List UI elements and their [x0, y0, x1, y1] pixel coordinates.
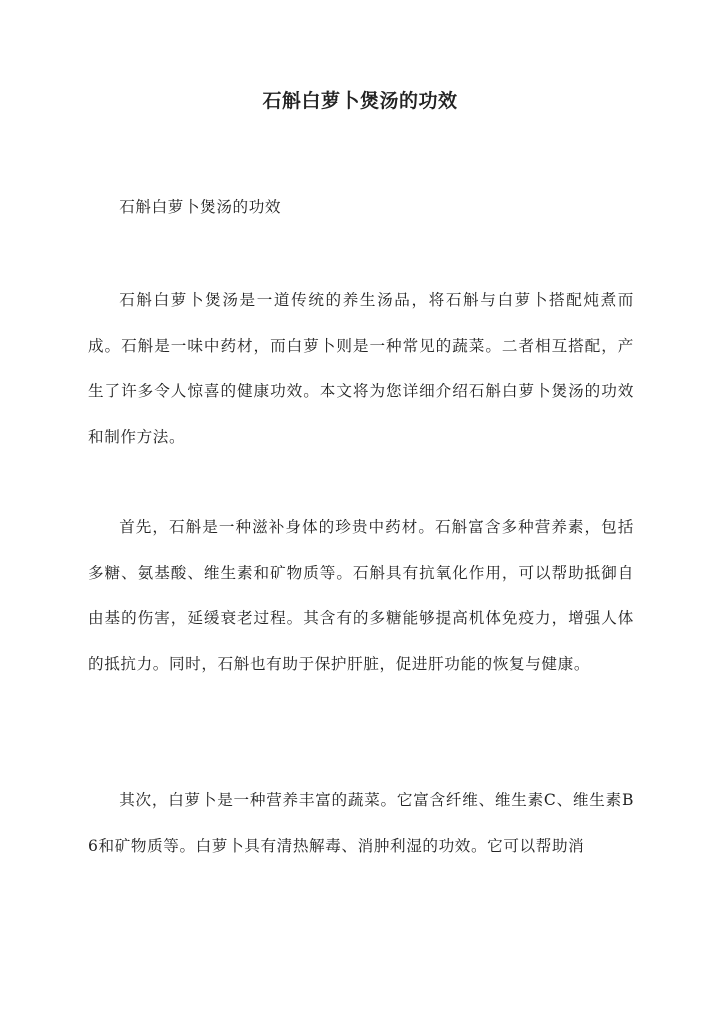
paragraph-dendrobium: 首先，石斛是一种滋补身体的珍贵中药材。石斛富含多种营养素，包括多糖、氨基酸、维生素和矿物质等。石斛具有抗氧化作用，可以帮助抵御自由基的伤害，延缓衰老过程。其含有的多糖能够提高机体免疫力，增强人体的抵抗力。同时，石斛也有助于保护肝脏，促进肝功能的恢复与健康。: [88, 518, 634, 673]
paragraph-intro: 石斛白萝卜煲汤是一道传统的养生汤品，将石斛与白萝卜搭配炖煮而成。石斛是一味中药材，而白萝卜则是一种常见的蔬菜。二者相互搭配，产生了许多令人惊喜的健康功效。本文将为您详细介绍石斛白萝卜煲汤的功效和制作方法。: [88, 291, 634, 446]
document-title: 石斛白萝卜煲汤的功效: [262, 90, 458, 112]
document-subtitle: 石斛白萝卜煲汤的功效: [119, 198, 282, 216]
paragraph-radish: 其次，白萝卜是一种营养丰富的蔬菜。它富含纤维、维生素C、维生素B6和矿物质等。白萝卜具有清热解毒、消肿利湿的功效。它可以帮助消: [88, 791, 634, 855]
